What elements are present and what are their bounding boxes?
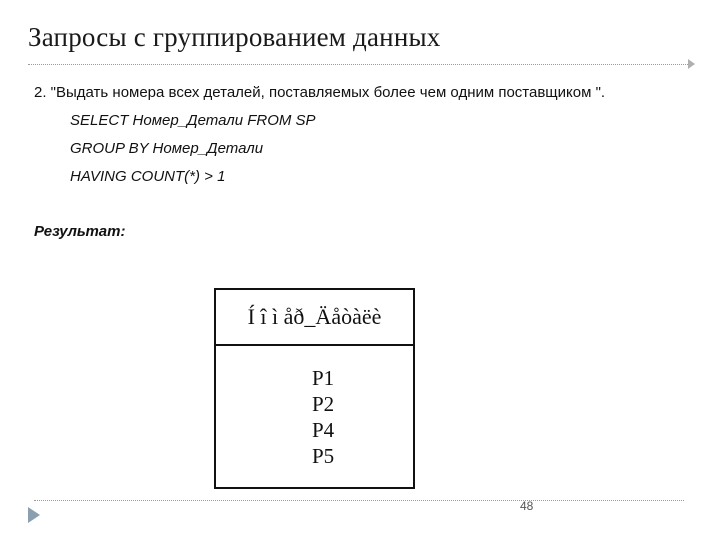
result-table-body bbox=[216, 346, 413, 469]
table-row: P5 bbox=[312, 444, 335, 468]
footer-divider bbox=[34, 500, 684, 501]
title-divider bbox=[28, 64, 694, 65]
result-table-header: Í î ì åð_Äåòàëè bbox=[216, 290, 413, 346]
table-row: P4 bbox=[312, 418, 335, 442]
task-statement: 2. "Выдать номера всех деталей, поставляемых более чем одним поставщиком ". bbox=[34, 84, 606, 101]
table-row: P2 bbox=[312, 392, 335, 416]
table-row: P1 bbox=[312, 366, 335, 390]
play-arrow-icon bbox=[28, 507, 40, 523]
sql-line-having: HAVING COUNT(*) > 1 bbox=[70, 168, 226, 185]
triangle-marker-icon bbox=[688, 59, 695, 69]
result-label: Результат: bbox=[34, 223, 126, 240]
sql-line-group-by: GROUP BY Номер_Детали bbox=[70, 140, 264, 157]
page-number: 48 bbox=[520, 499, 534, 513]
result-table bbox=[214, 288, 415, 489]
slide-title: Запросы с группированием данных bbox=[28, 22, 441, 52]
sql-line-select: SELECT Номер_Детали FROM SP bbox=[70, 112, 316, 129]
